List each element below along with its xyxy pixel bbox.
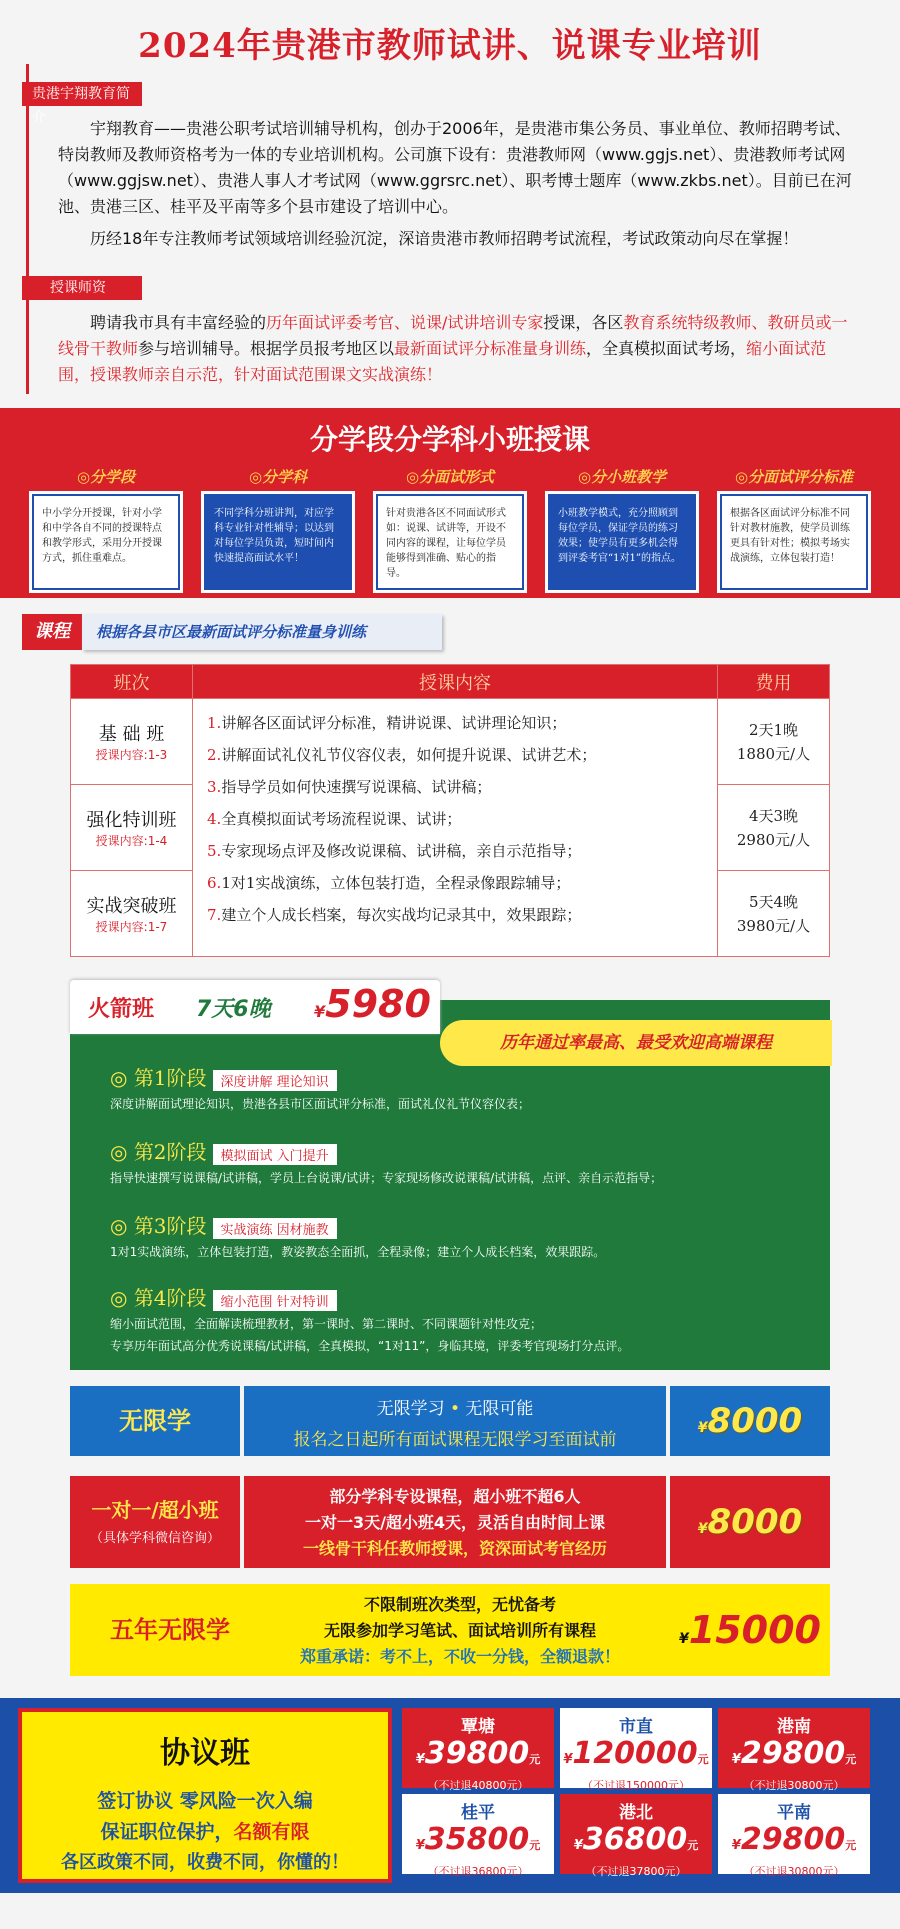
- stage-desc: 缩小面试范围，全面解读梳理教材，第一课时、第二课时、不同课题针对性攻克；: [110, 1317, 543, 1331]
- feature-card-3: 针对贵港各区不同面试形式如：说课、试讲等，开设不同内容的课程，让每位学员能够得到准确、贴心的指导。: [376, 494, 524, 590]
- currency-symbol: ¥: [697, 1521, 708, 1537]
- stage-desc: 深度讲解面试理论知识，贵港各县市区面试评分标准，面试礼仪礼节仪容仪表；: [110, 1097, 531, 1111]
- city-name: 覃塘: [461, 1717, 495, 1737]
- fee-cell: [718, 871, 830, 957]
- feature-label-1: ◎分学段: [76, 468, 136, 486]
- teachers-highlight-2: 教育系统特级教师、教研员或一线骨干教师: [58, 313, 848, 358]
- price-unit: 元: [845, 1839, 857, 1852]
- feature-card-4: 小班教学模式，充分照顾到每位学员，保证学员的练习效果；使学员有更多机会得到评委考官“1对1”的指点。: [548, 494, 696, 590]
- teachers-text-2: 授课，各区: [543, 313, 624, 332]
- class-scope: 授课内容:1-4: [95, 834, 168, 848]
- list-item: 6.1对1实战演练，立体包装打造，全程录像跟踪辅导；: [207, 874, 571, 892]
- class-cell: [71, 871, 193, 957]
- stage-desc: 1对1实战演练，立体包装打造，教姿教态全面抓，全程录像；建立个人成长档案，效果跟踪。: [110, 1245, 606, 1259]
- header-content: 授课内容: [193, 665, 718, 699]
- city-name: 平南: [777, 1803, 811, 1823]
- fiveyear-line1: 不限制班次类型，无忧备考: [363, 1595, 556, 1614]
- stage-tag: 缩小范围 针对特训: [213, 1290, 337, 1311]
- price-unit: 元: [845, 1753, 857, 1766]
- course-tag: 课程: [22, 614, 82, 650]
- header-fee: 费用: [718, 665, 830, 699]
- intro-tag: 贵港宇翔教育简介: [22, 82, 142, 106]
- price-value: 15000: [688, 1608, 821, 1652]
- stage-desc: 指导快速撰写说课稿/试讲稿，学员上台说课/试讲；专家现场修改说课稿/试讲稿，点评、亲自示范指导；: [110, 1171, 663, 1185]
- agreement-line2b: 名额有限: [233, 1821, 310, 1843]
- city-refund: （不过退37800元）: [585, 1865, 687, 1878]
- fee-cell: [718, 785, 830, 871]
- page-title: 2024年贵港市教师试讲、说课专业培训: [138, 26, 762, 66]
- currency-symbol: ¥: [573, 1838, 583, 1853]
- fee-cell: [718, 699, 830, 785]
- class-name: 实战突破班: [86, 896, 177, 917]
- banner-title: 分学段分学科小班授课: [309, 423, 590, 456]
- onetoone-price: [670, 1476, 830, 1568]
- city-price: 35800: [424, 1822, 530, 1857]
- rocket-class-days: 7天6晚: [196, 997, 271, 1022]
- currency-symbol: ¥: [679, 1631, 689, 1647]
- rocket-class-name: 火箭班: [88, 997, 155, 1022]
- city-card-qintang: [402, 1708, 554, 1792]
- price-unit: 元: [687, 1839, 699, 1852]
- unlimited-desc: [244, 1386, 666, 1456]
- price-unit: 元: [697, 1753, 709, 1766]
- currency-symbol: ¥: [563, 1752, 573, 1767]
- currency-symbol: ¥: [415, 1752, 425, 1767]
- list-item: 2.讲解面试礼仪礼节仪容仪表，如何提升说课、试讲艺术；: [207, 746, 597, 764]
- currency-symbol: ¥: [731, 1838, 741, 1853]
- class-name: 基 础 班: [98, 724, 165, 745]
- agreement-line1: 签订协议 零风险一次入编: [97, 1790, 313, 1812]
- city-refund: （不过退150000元）: [582, 1779, 690, 1792]
- feature-label-2: ◎分学科: [248, 468, 308, 486]
- city-name: 港南: [777, 1717, 811, 1737]
- unlimited-line1b: 无限可能: [465, 1399, 534, 1419]
- list-item: 3.指导学员如何快速撰写说课稿、试讲稿；: [207, 778, 492, 796]
- intro-paragraph-1: 宇翔教育——贵港公职考试培训辅导机构，创办于2006年，是贵港市集公务员、事业单位、教师招聘考试、特岗教师及教师资格考为一体的专业培训机构。公司旗下设有：贵港教师网（www.ggjs.net）、贵港教师考试网（www.ggjsw.net）、贵港人事人才考试网（www.ggrsrc.net）、职考博士题库（www.zkbs.net）。目前已在河池、贵港三区、桂平及平南等多个县市建设了培训中心。: [58, 119, 852, 216]
- fiveyear-line2: 无限参加学习笔试、面试培训所有课程: [323, 1621, 596, 1640]
- stage-1: ◎ 第1阶段 深度讲解 理论知识 深度讲解面试理论知识，贵港各县市区面试评分标准，面试礼仪礼节仪容仪表；: [110, 1062, 530, 1115]
- list-item: 5.专家现场点评及修改说课稿、试讲稿，亲自示范指导；: [207, 842, 582, 860]
- table-header-row: [71, 665, 830, 699]
- fiveyear-desc: [260, 1592, 660, 1670]
- rocket-class-price: [314, 982, 431, 1026]
- stage-desc-2: 专享历年面试高分优秀说课稿/试讲稿，全真模拟，“1对11”，身临其境，评委考官现场打分点评。: [110, 1339, 630, 1353]
- feature-label-3: ◎分面试形式: [405, 468, 495, 486]
- class-scope: 授课内容:1-3: [95, 748, 168, 762]
- header-class: 班次: [71, 665, 193, 699]
- class-scope: 授课内容:1-7: [95, 920, 168, 934]
- feature-card-1: 中小学分开授课，针对小学和中学各自不同的授课特点和教学形式，采用分开授课方式，抓住重难点。: [32, 494, 180, 590]
- teachers-highlight-1: 历年面试评委考官、说课/试讲培训专家: [266, 313, 544, 332]
- fee-price: 2980元/人: [736, 830, 811, 849]
- unlimited-line2: 报名之日起所有面试课程无限学习至面试前: [293, 1430, 617, 1450]
- class-cell: [71, 785, 193, 871]
- city-card-shizhi: [560, 1708, 712, 1792]
- unlimited-line1a: 无限学习: [376, 1399, 445, 1419]
- feature-label-4: ◎分小班教学: [577, 468, 667, 486]
- agreement-line2a: 保证职位保护，: [100, 1821, 234, 1843]
- class-cell: [71, 699, 193, 785]
- city-refund: （不过退30800元）: [743, 1865, 845, 1878]
- agreement-line3: 各区政策不同，收费不同，你懂的！: [61, 1852, 349, 1873]
- city-refund: （不过退40800元）: [427, 1779, 529, 1792]
- currency-symbol: ¥: [415, 1838, 425, 1853]
- stage-3: ◎ 第3阶段 实战演练 因材施教 1对1实战演练，立体包装打造，教姿教态全面抓，全程录像；建立个人成长档案，效果跟踪。: [110, 1210, 605, 1263]
- divider-line: [26, 64, 29, 394]
- currency-symbol: ¥: [697, 1420, 708, 1436]
- feature-card-2: 不同学科分班讲判，对应学科专业针对性辅导；以达到对每位学员负责，短时间内快速提高面试水平！: [204, 494, 352, 590]
- feature-label-5: ◎分面试评分标准: [734, 468, 854, 486]
- fiveyear-line3: 郑重承诺：考不上，不收一分钱，全额退款！: [299, 1647, 620, 1666]
- fee-price: 3980元/人: [736, 916, 811, 935]
- onetoone-sub: （具体学科微信咨询）: [89, 1531, 220, 1546]
- price-value: 8000: [707, 1401, 803, 1441]
- city-price: 29800: [740, 1822, 846, 1857]
- unlimited-price: [670, 1386, 830, 1456]
- list-item: 1.讲解各区面试评分标准，精讲说课、试讲理论知识；: [207, 714, 567, 732]
- fiveyear-price: [670, 1584, 830, 1676]
- teachers-highlight-4: 缩小面试范围，授课教师亲自示范，针对面试范围课文实战演练！: [58, 339, 827, 384]
- bullet-dot: •: [449, 1399, 461, 1419]
- agreement-box: [18, 1708, 392, 1883]
- city-name: 市直: [619, 1717, 653, 1737]
- teachers-text-1: 聘请我市具有丰富经验的: [90, 313, 267, 332]
- agreement-title: 协议班: [160, 1736, 250, 1771]
- onetoone-line2: 一对一3天/超小班4天，灵活自由时间上课: [304, 1513, 606, 1532]
- list-item: 4.全真模拟面试考场流程说课、试讲；: [207, 810, 462, 828]
- stage-4: ◎ 第4阶段 缩小范围 针对特训 缩小面试范围，全面解读梳理教材，第一课时、第二课时、不同课题针对性攻克； 专享历年面试高分优秀说课稿/试讲稿，全真模拟，“1对11”，身临其境，评委考官现场打分点评。: [110, 1282, 629, 1357]
- course-subtitle: 根据各县市区最新面试评分标准量身训练: [82, 614, 442, 650]
- price-value: 8000: [707, 1502, 803, 1542]
- city-card-guiping: [402, 1794, 554, 1878]
- teachers-text: [58, 310, 858, 388]
- city-refund: （不过退36800元）: [427, 1865, 529, 1878]
- feature-card-5: 根据各区面试评分标准不同针对教材施教，使学员训练更具有针对性；模拟考场实战演练，立体包装打造！: [720, 494, 868, 590]
- city-card-gangnan: [718, 1708, 870, 1792]
- teachers-highlight-3: 最新面试评分标准量身训练: [394, 339, 587, 358]
- currency-symbol: ¥: [314, 1002, 326, 1021]
- price-value: 5980: [325, 982, 431, 1026]
- onetoone-name-box: [70, 1476, 240, 1568]
- teachers-tag: 授课师资: [22, 276, 142, 300]
- price-unit: 元: [529, 1839, 541, 1852]
- currency-symbol: ¥: [731, 1752, 741, 1767]
- rocket-slogan: 历年通过率最高、最受欢迎高端课程: [440, 1020, 832, 1066]
- fiveyear-name: 五年无限学: [110, 1616, 230, 1644]
- stage-title: 第1阶段: [133, 1066, 207, 1090]
- city-name: 港北: [619, 1803, 653, 1823]
- onetoone-desc: [244, 1476, 666, 1568]
- city-price: 29800: [740, 1736, 846, 1771]
- onetoone-line3: 一线骨干科任教师授课，资深面试考官经历: [302, 1539, 607, 1558]
- course-content-list: [193, 699, 718, 957]
- city-refund: （不过退30800元）: [743, 1779, 845, 1792]
- stage-2: ◎ 第2阶段 模拟面试 入门提升 指导快速撰写说课稿/试讲稿，学员上台说课/试讲；专家现场修改说课稿/试讲稿，点评、亲自示范指导；: [110, 1136, 662, 1189]
- intro-text: [58, 116, 858, 252]
- fee-duration: 2天1晚: [748, 720, 799, 739]
- city-price: 120000: [572, 1736, 698, 1771]
- fee-price: 1880元/人: [736, 744, 811, 763]
- stage-title: 第4阶段: [133, 1286, 207, 1310]
- teachers-text-4: ，全真模拟面试考场，: [586, 339, 747, 358]
- teachers-text-3: 参与培训辅导。根据学员报考地区以: [138, 339, 395, 358]
- unlimited-name: 无限学: [70, 1386, 240, 1456]
- fee-duration: 5天4晚: [748, 892, 799, 911]
- fee-duration: 4天3晚: [748, 806, 799, 825]
- class-name: 强化特训班: [86, 810, 177, 831]
- stage-title: 第3阶段: [133, 1214, 207, 1238]
- city-price: 36800: [582, 1822, 688, 1857]
- city-card-pingnan: [718, 1794, 870, 1878]
- stage-tag: 实战演练 因材施教: [213, 1218, 337, 1239]
- intro-paragraph-2: 历经18年专注教师考试领域培训经验沉淀，深谙贵港市教师招聘考试流程，考试政策动向尽在掌握！: [90, 229, 799, 248]
- stage-tag: 深度讲解 理论知识: [213, 1070, 337, 1091]
- city-card-gangbei: [560, 1794, 712, 1878]
- course-table: [70, 664, 830, 957]
- table-row: [71, 699, 830, 785]
- onetoone-line1: 部分学科专设课程，超小班不超6人: [329, 1487, 581, 1506]
- stage-tag: 模拟面试 入门提升: [213, 1144, 337, 1165]
- city-price: 39800: [424, 1736, 530, 1771]
- list-item: 7.建立个人成长档案，每次实战均记录其中，效果跟踪；: [207, 906, 582, 924]
- city-name: 桂平: [461, 1803, 495, 1823]
- stage-title: 第2阶段: [133, 1140, 207, 1164]
- onetoone-name: 一对一/超小班: [91, 1498, 219, 1522]
- price-unit: 元: [529, 1753, 541, 1766]
